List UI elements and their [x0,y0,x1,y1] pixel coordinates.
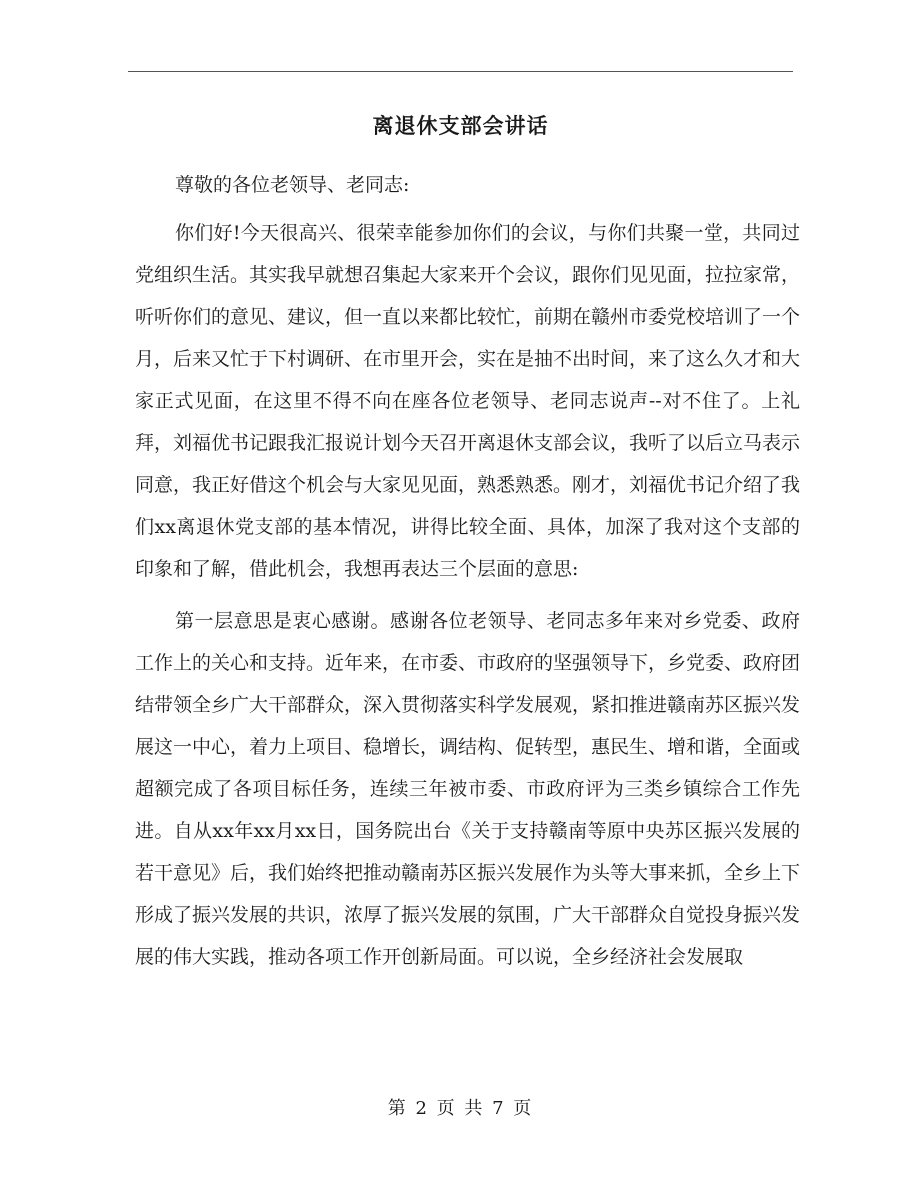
body-paragraph: 第一层意思是衷心感谢。感谢各位老领导、老同志多年来对乡党委、政府工作上的关心和支持。近年来，在市委、市政府的坚强领导下，乡党委、政府团结带领全乡广大干部群众，深入贯彻落实科学发展观，紧扣推进赣南苏区振兴发展这一中心，着力上项目、稳增长，调结构、促转型，惠民生、增和谐，全面或超额完成了各项目标任务，连续三年被市委、市政府评为三类乡镇综合工作先进。自从xx年xx月xx日，国务院出台《关于支持赣南等原中央苏区振兴发展的若干意见》后，我们始终把推动赣南苏区振兴发展作为头等大事来抓，全乡上下形成了振兴发展的共识，浓厚了振兴发展的氛围，广大干部群众自觉投身振兴发展的伟大实践，推动各项工作开创新局面。可以说，全乡经济社会发展取 [135,610,801,968]
page-title: 离退休支部会讲话 [372,113,549,138]
greeting-paragraph: 尊敬的各位老领导、老同志: [175,174,410,196]
page-number: 第 2 页 共 7 页 [387,1098,534,1119]
document-body [135,164,800,978]
body-paragraph: 你们好!今天很高兴、很荣幸能参加你们的会议，与你们共聚一堂，共同过党组织生活。其实我早就想召集起大家来开个会议，跟你们见见面，拉拉家常，听听你们的意见、建议，但一直以来都比较忙，前期在赣州市委党校培训了一个月，后来又忙于下村调研、在市里开会，实在是抽不出时间，来了这么久才和大家正式见面，在这里不得不向在座各位老领导、老同志说声--对不住了。上礼拜，刘福优书记跟我汇报说计划今天召开离退休支部会议，我听了以后立马表示同意，我正好借这个机会与大家见见面，熟悉熟悉。刚才，刘福优书记介绍了我们xx离退休党支部的基本情况，讲得比较全面、具体，加深了我对这个支部的印象和了解，借此机会，我想再表达三个层面的意思: [135,222,801,580]
header-rule [128,71,793,72]
